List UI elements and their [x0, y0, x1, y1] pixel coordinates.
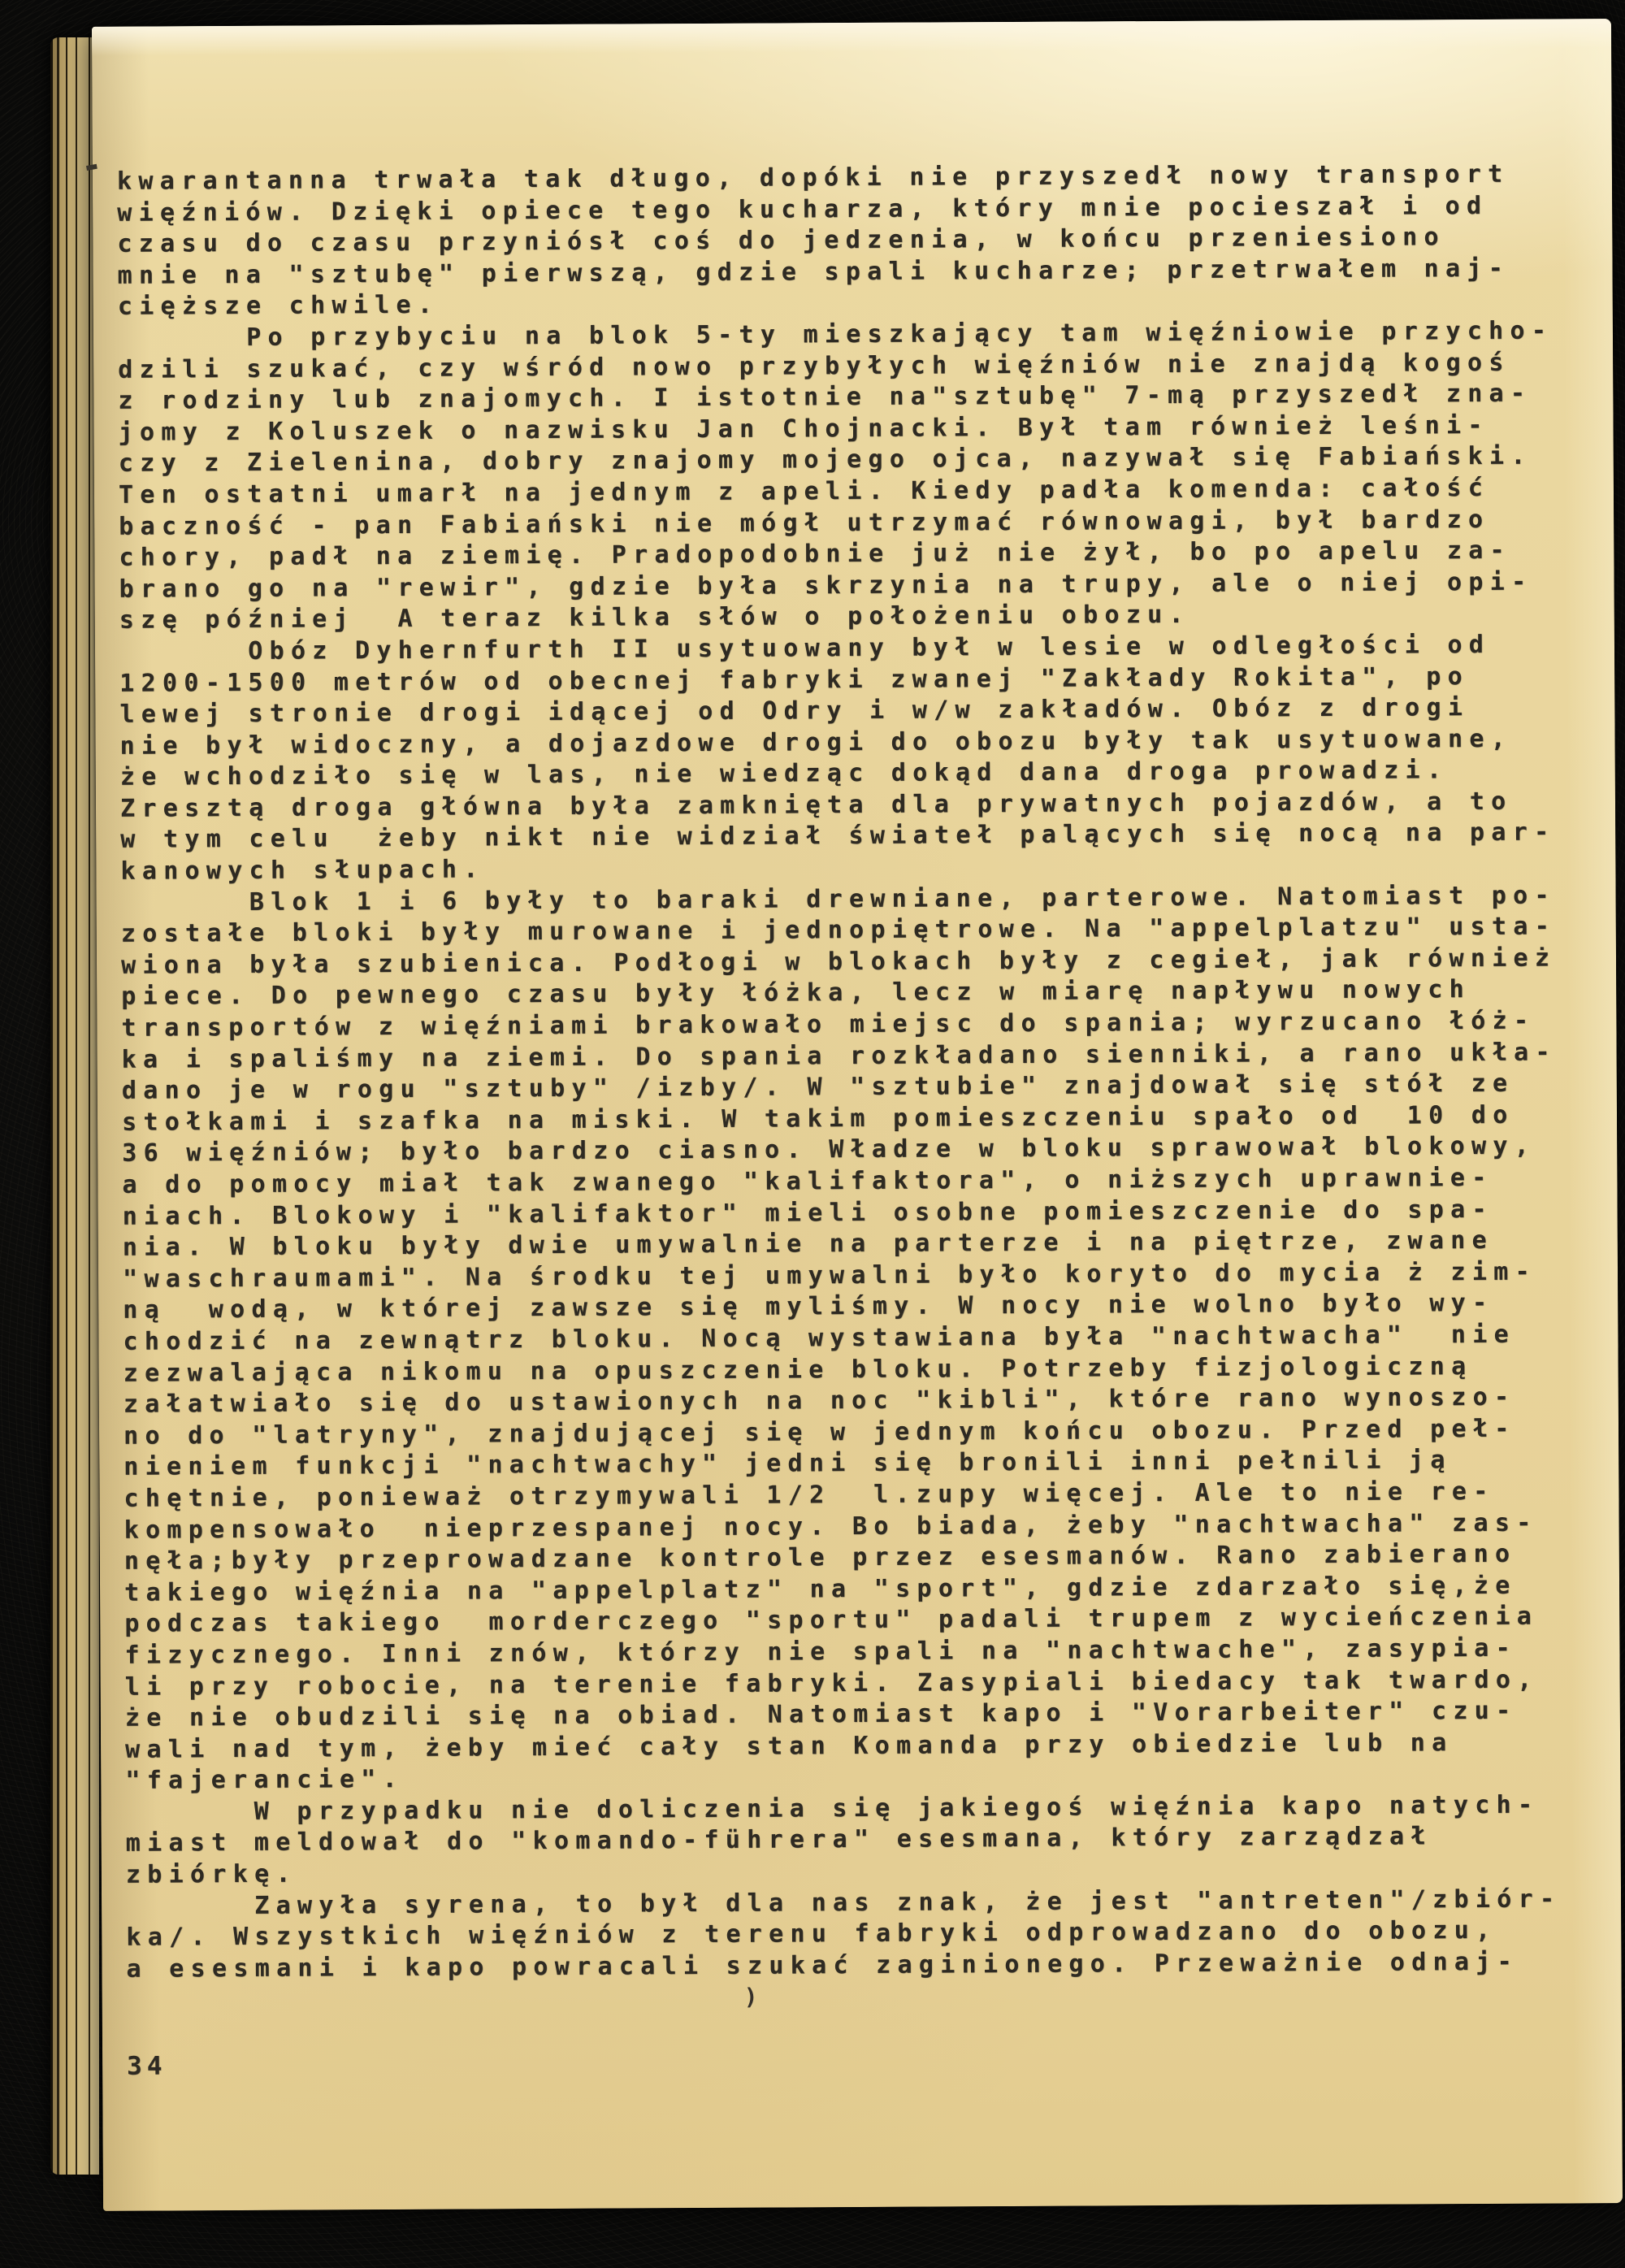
text-line: Obóz Dyhernfurth II usytuowany był w lesie w odległości od: [119, 630, 1491, 666]
text-line: takiego więźnia na "appelplatz" na "sport", gdzie zdarzało się,że: [124, 1571, 1517, 1607]
text-line: 36 więźniów; było bardzo ciasno. Władze w bloku sprawował blokowy,: [122, 1132, 1536, 1169]
text-line: baczność - pan Fabiański nie mógł utrzymać równowagi, był bardzo: [119, 505, 1490, 541]
text-line: zezwalająca nikomu na opuszczenie bloku. Potrzeby fizjologiczną: [123, 1351, 1473, 1388]
text-line: stołkami i szafka na miski. W takim pomieszczeniu spało od 10 do: [121, 1100, 1514, 1137]
handwritten-margin-mark: -: [77, 144, 106, 187]
text-line: chodzić na zewnątrz bloku. Nocą wystawiana była "nachtwacha" nie: [123, 1320, 1516, 1356]
text-line: szę później A teraz kilka słów o położeniu obozu.: [119, 601, 1190, 635]
text-line: li przy robocie, na terenie fabryki. Zasypiali biedacy tak twardo,: [124, 1665, 1539, 1702]
text-line: załatwiało się do ustawionych na noc "kibli", które rano wynoszo-: [123, 1382, 1516, 1419]
text-line: brano go na "rewir", gdzie była skrzynia na trupy, ale o niej opi-: [119, 567, 1533, 604]
text-line: "fajerancie".: [125, 1765, 405, 1796]
book-page-edges: [50, 37, 99, 2175]
text-line: transportów z więźniami brakowało miejsc do spania; wyrzucano łóż-: [121, 1006, 1536, 1043]
text-line: ka i spaliśmy na ziemi. Do spania rozkładano sienniki, a rano ukła-: [121, 1038, 1557, 1074]
text-line: fizycznego. Inni znów, którzy nie spali na "nachtwache", zasypia-: [124, 1633, 1518, 1670]
text-line: niach. Blokowy i "kalifaktor" mieli osobne pomieszczenie do spa-: [122, 1195, 1493, 1231]
text-line: chory, padł na ziemię. Pradopodobnie już nie żył, bo po apelu za-: [119, 536, 1511, 572]
text-line: a do pomocy miał tak zwanego "kalifaktora", o niższych uprawnie-: [122, 1163, 1493, 1199]
text-line: Po przybyciu na blok 5-ty mieszkający tam więźniowie przycho-: [117, 316, 1554, 353]
text-line: a esesmani i kapo powracali szukać zaginionego. Przeważnie odnaj-: [126, 1947, 1519, 1984]
typewritten-text: [117, 159, 1562, 1986]
text-line: cięższe chwile.: [117, 291, 440, 322]
text-line: nieniem funkcji "nachtwachy" jedni się bronili inni pełnili ją: [124, 1446, 1452, 1482]
text-line: wiona była szubienica. Podłogi w blokach były z cegieł, jak również: [120, 943, 1557, 980]
text-line: Zawyła syrena, to był dla nas znak, że jest "antreten"/zbiór-: [125, 1884, 1562, 1921]
page-number: 34: [127, 2051, 167, 2081]
text-line: ka/. Wszystkich więźniów z terenu fabryki odprowadzano do obozu,: [126, 1916, 1497, 1952]
document-page: [77, 19, 1623, 2211]
text-line: jomy z Koluszek o nazwisku Jan Chojnacki. Był tam również leśni-: [118, 410, 1489, 447]
text-line: czy z Zielenina, dobry znajomy mojego ojca, nazywał się Fabiański.: [118, 441, 1532, 479]
text-line: piece. Do pewnego czasu były łóżka, lecz w miarę napływu nowych: [121, 975, 1471, 1012]
text-line: nia. W bloku były dwie umywalnie na parterze i na piętrze, zwane: [122, 1226, 1494, 1262]
text-line: Ten ostatni umarł na jednym z apeli. Kiedy padła komenda: całość: [118, 473, 1490, 510]
text-line: ną wodą, w której zawsze się myliśmy. W nocy nie wolno było wy-: [123, 1289, 1494, 1325]
text-line: że nie obudzili się na obiad. Natomiast kapo i "Vorarbeiter" czu-: [124, 1696, 1518, 1732]
text-line: w tym celu żeby nikt nie widział świateł palących się nocą na par-: [120, 817, 1556, 855]
text-line: Blok 1 i 6 były to baraki drewniane, parterowe. Natomiast po-: [120, 881, 1556, 917]
text-line: kompensowało nieprzespanej nocy. Bo biada, żeby "nachtwacha" zas-: [124, 1508, 1538, 1545]
text-line: zostałe bloki były murowane i jednopiętrowe. Na "appelplatzu" usta-: [120, 912, 1557, 948]
text-line: Zresztą droga główna była zamknięta dla prywatnych pojazdów, a to: [119, 787, 1513, 823]
stray-ink-mark: ): [743, 1983, 758, 2010]
page-top-highlight: [92, 19, 1611, 56]
text-line: "waschraumami". Na środku tej umywalni było koryto do mycia ż zim-: [122, 1257, 1536, 1294]
text-line: czasu do czasu przyniósł coś do jedzenia, w końcu przeniesiono: [117, 223, 1445, 258]
text-line: z rodziny lub znajomych. I istotnie na"sztubę" 7-mą przyszedł zna-: [118, 379, 1532, 415]
text-line: chętnie, ponieważ otrzymywali 1/2 l.zupy więcej. Ale to nie re-: [124, 1477, 1495, 1513]
text-line: kanowych słupach.: [120, 855, 485, 886]
text-line: dzili szukać, czy wśród nowo przybyłych więźniów nie znajdą kogoś: [118, 348, 1510, 384]
text-line: miast meldował do "komando-führera" esesmana, który zarządzał: [125, 1822, 1432, 1858]
text-line: 1200-1500 metrów od obecnej fabryki zwanej "Zakłady Rokita", po: [119, 661, 1470, 698]
text-line: mnie na "sztubę" pierwszą, gdzie spali kucharze; przetrwałem naj-: [117, 254, 1510, 290]
text-line: wali nad tym, żeby mieć cały stan Komanda przy obiedzie lub na: [124, 1728, 1454, 1764]
text-line: zbiórkę.: [125, 1859, 297, 1889]
text-line: lewej stronie drogi idącej od Odry i w/w zakładów. Obóz z drogi: [119, 693, 1470, 729]
text-line: kwarantanna trwała tak długo, dopóki nie przyszedł nowy transport: [116, 159, 1510, 196]
text-line: że wchodziło się w las, nie wiedząc dokąd dana droga prowadzi.: [119, 756, 1449, 792]
text-line: W przypadku nie doliczenia się jakiegoś więźnia kapo natych-: [125, 1790, 1540, 1827]
text-line: dano je w rogu "sztuby" /izby/. W "sztubie" znajdował się stół ze: [121, 1069, 1514, 1105]
text-line: nęła;były przeprowadzane kontrole przez esesmanów. Rano zabierano: [124, 1539, 1517, 1576]
text-line: no do "latryny", znajdującej się w jednym końcu obozu. Przed peł-: [123, 1414, 1516, 1451]
text-line: podczas takiego morderczego "sportu" padali trupem z wycieńczenia: [124, 1602, 1539, 1639]
text-line: nie był widoczny, a dojazdowe drogi do obozu były tak usytuowane,: [119, 724, 1513, 761]
text-line: więźniów. Dzięki opiece tego kucharza, który mnie pocieszał i od: [117, 191, 1488, 228]
